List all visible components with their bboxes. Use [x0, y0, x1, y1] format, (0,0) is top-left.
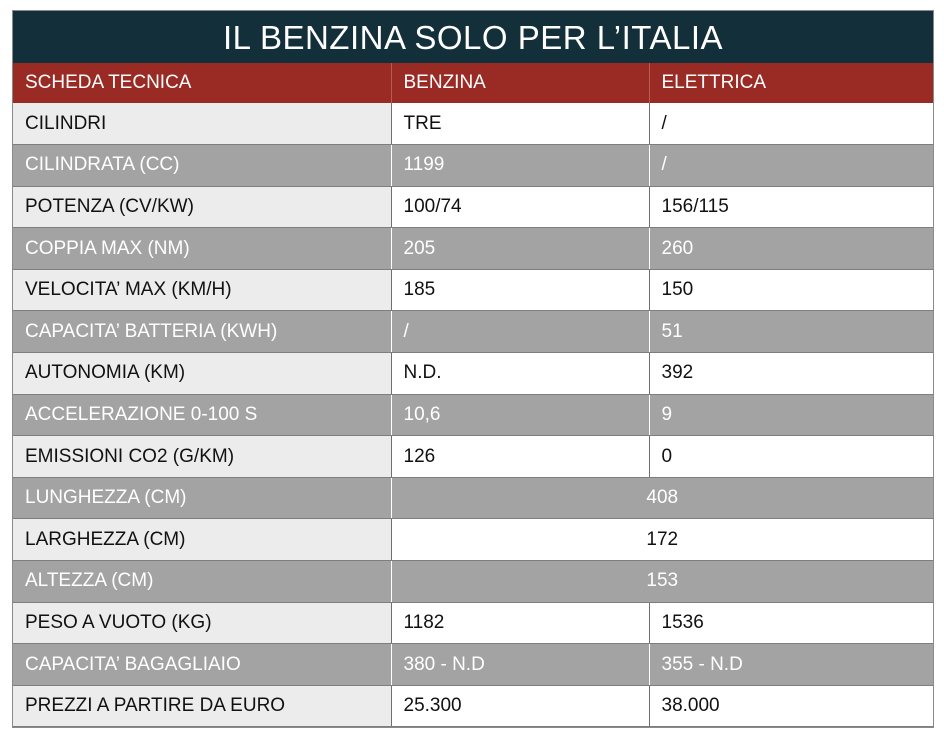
- table-row: [13, 644, 933, 686]
- table-row: [13, 602, 933, 644]
- shared-value: 172: [391, 519, 933, 561]
- row-label: EMISSIONI CO2 (G/KM): [13, 436, 391, 478]
- elettrica-value: /: [649, 103, 933, 145]
- table-row: [13, 145, 933, 187]
- row-label: ALTEZZA (CM): [13, 561, 391, 603]
- row-label: CILINDRATA (CC): [13, 145, 391, 187]
- elettrica-value: 260: [649, 228, 933, 270]
- elettrica-value: 9: [649, 394, 933, 436]
- elettrica-value: 392: [649, 353, 933, 395]
- benzina-value: N.D.: [391, 353, 649, 395]
- benzina-value: TRE: [391, 103, 649, 145]
- benzina-value: 205: [391, 228, 649, 270]
- table-row: [13, 477, 933, 519]
- row-label: LARGHEZZA (CM): [13, 519, 391, 561]
- benzina-value: /: [391, 311, 649, 353]
- table-header-row: [13, 63, 933, 103]
- table-row: [13, 519, 933, 561]
- page-title: IL BENZINA SOLO PER L’ITALIA: [13, 11, 933, 63]
- row-label: ACCELERAZIONE 0-100 S: [13, 394, 391, 436]
- column-header-benzina: BENZINA: [391, 63, 649, 103]
- table-row: [13, 228, 933, 270]
- elettrica-value: /: [649, 145, 933, 187]
- table-row: [13, 103, 933, 145]
- elettrica-value: 51: [649, 311, 933, 353]
- benzina-value: 380 - N.D: [391, 644, 649, 686]
- elettrica-value: 0: [649, 436, 933, 478]
- elettrica-value: 1536: [649, 602, 933, 644]
- benzina-value: 1199: [391, 145, 649, 187]
- benzina-value: 1182: [391, 602, 649, 644]
- row-label: POTENZA (CV/KW): [13, 186, 391, 228]
- row-label: CAPACITA’ BAGAGLIAIO: [13, 644, 391, 686]
- table-row: [13, 561, 933, 603]
- elettrica-value: 150: [649, 269, 933, 311]
- row-label: CAPACITA’ BATTERIA (KWH): [13, 311, 391, 353]
- table-row: [13, 311, 933, 353]
- benzina-value: 10,6: [391, 394, 649, 436]
- column-header-spec: SCHEDA TECNICA: [13, 63, 391, 103]
- elettrica-value: 38.000: [649, 685, 933, 727]
- row-label: VELOCITA’ MAX (KM/H): [13, 269, 391, 311]
- table-row: [13, 269, 933, 311]
- row-label: CILINDRI: [13, 103, 391, 145]
- benzina-value: 100/74: [391, 186, 649, 228]
- table-row: [13, 394, 933, 436]
- shared-value: 408: [391, 477, 933, 519]
- row-label: PREZZI A PARTIRE DA EURO: [13, 685, 391, 727]
- benzina-value: 185: [391, 269, 649, 311]
- column-header-elettrica: ELETTRICA: [649, 63, 933, 103]
- row-label: COPPIA MAX (NM): [13, 228, 391, 270]
- table-row: [13, 436, 933, 478]
- row-label: AUTONOMIA (KM): [13, 353, 391, 395]
- elettrica-value: 156/115: [649, 186, 933, 228]
- benzina-value: 126: [391, 436, 649, 478]
- elettrica-value: 355 - N.D: [649, 644, 933, 686]
- spec-table: [13, 63, 933, 727]
- spec-sheet: [12, 10, 934, 728]
- table-row: [13, 186, 933, 228]
- benzina-value: 25.300: [391, 685, 649, 727]
- shared-value: 153: [391, 561, 933, 603]
- row-label: PESO A VUOTO (KG): [13, 602, 391, 644]
- table-row: [13, 353, 933, 395]
- row-label: LUNGHEZZA (CM): [13, 477, 391, 519]
- table-row: [13, 685, 933, 727]
